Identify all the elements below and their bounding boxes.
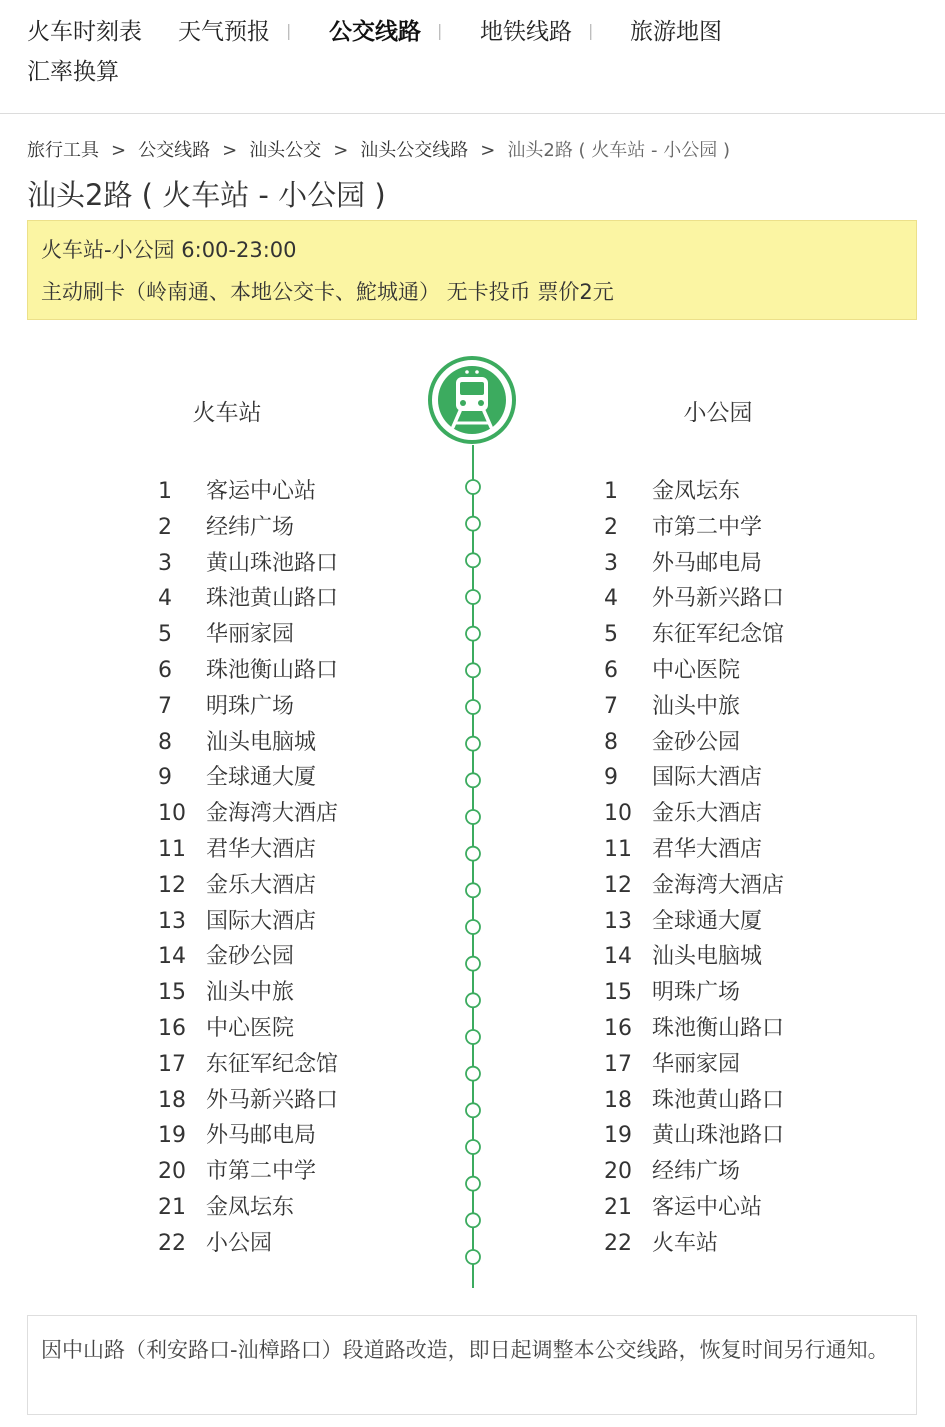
breadcrumb-shantou-bus[interactable]: 汕头公交	[249, 140, 322, 161]
operating-hours: 火车站-小公园 6:00-23:00	[41, 238, 297, 262]
nav-item-weather[interactable]: 天气预报	[178, 19, 270, 45]
stop-name: 市第二中学	[652, 514, 763, 540]
route-line	[460, 445, 486, 1290]
stop-marker	[466, 847, 480, 861]
stop-name: 汕头电脑城	[206, 729, 317, 755]
nav-item-currency-converter[interactable]: 汇率换算	[27, 59, 119, 85]
stop-name: 小公园	[206, 1230, 273, 1256]
stop-number: 5	[158, 622, 172, 648]
stop-number: 12	[158, 872, 186, 898]
stop-number: 13	[158, 908, 186, 934]
stop-name: 珠池黄山路口	[206, 586, 339, 612]
stop-marker	[466, 1067, 480, 1081]
stop-name: 中心医院	[206, 1016, 295, 1041]
stop-number: 20	[158, 1159, 186, 1185]
stop-name: 火车站	[652, 1230, 719, 1256]
page-title: 汕头2路 ( 火车站 - 小公园 )	[27, 178, 386, 212]
fare-info: 主动刷卡（岭南通、本地公交卡、鮀城通） 无卡投币 票价2元	[41, 280, 614, 304]
nav-separator: |	[588, 21, 594, 40]
stop-name: 金乐大酒店	[206, 872, 317, 898]
stop-name: 全球通大厦	[206, 765, 317, 791]
nav-item-travel-map[interactable]: 旅游地图	[630, 19, 722, 45]
stop-name: 汕头中旅	[652, 693, 741, 719]
stop-number: 4	[158, 586, 172, 612]
stop-name: 金凤坛东	[652, 479, 741, 504]
stop-number: 12	[604, 872, 632, 898]
stop-number: 20	[604, 1159, 632, 1185]
stop-number: 18	[604, 1087, 632, 1113]
stop-number: 9	[158, 765, 172, 791]
stop-name: 金海湾大酒店	[652, 872, 785, 898]
stop-name: 汕头中旅	[206, 980, 295, 1006]
stop-name: 金砂公园	[652, 729, 741, 755]
nav-separator: |	[437, 21, 443, 40]
stop-name: 外马新兴路口	[652, 586, 785, 612]
stop-number: 19	[604, 1123, 632, 1149]
stop-marker	[466, 883, 480, 897]
stop-number: 1	[604, 479, 618, 504]
top-nav	[0, 0, 945, 114]
stop-name: 珠池衡山路口	[652, 1016, 785, 1041]
stop-number: 6	[158, 658, 172, 683]
stop-marker	[466, 553, 480, 567]
stop-number: 21	[158, 1195, 186, 1220]
breadcrumb-shantou-bus-lines[interactable]: 汕头公交线路	[360, 140, 469, 161]
stop-marker	[466, 1103, 480, 1117]
stop-name: 经纬广场	[206, 514, 295, 540]
nav-item-metro-lines[interactable]: 地铁线路	[480, 19, 572, 45]
stop-number: 17	[158, 1051, 186, 1077]
stop-number: 19	[158, 1123, 186, 1149]
nav-separator: |	[286, 21, 292, 40]
breadcrumb-bus-lines[interactable]: 公交线路	[138, 140, 211, 161]
stop-name: 明珠广场	[206, 693, 295, 719]
breadcrumb-travel-tools[interactable]: 旅行工具	[27, 140, 99, 161]
stop-number: 14	[158, 944, 186, 970]
stop-number: 11	[158, 837, 186, 862]
stop-marker	[466, 590, 480, 604]
stop-number: 15	[604, 980, 632, 1006]
stop-marker	[466, 1177, 480, 1191]
breadcrumb-separator: >	[480, 140, 496, 161]
stop-number: 5	[604, 622, 618, 648]
stop-marker	[466, 1140, 480, 1154]
stop-number: 3	[158, 550, 172, 576]
direction-title-left: 火车站	[192, 400, 262, 426]
stop-name: 明珠广场	[652, 980, 741, 1006]
stop-name: 金砂公园	[206, 944, 295, 970]
stop-number: 3	[604, 550, 618, 576]
stop-number: 21	[604, 1195, 632, 1220]
train-icon	[427, 355, 517, 445]
stop-name: 客运中心站	[206, 479, 317, 504]
notice-box	[27, 1315, 917, 1415]
stop-name: 全球通大厦	[652, 908, 763, 934]
direction-title-right: 小公园	[683, 400, 753, 426]
stop-name: 珠池衡山路口	[206, 658, 339, 683]
stop-number: 13	[604, 908, 632, 934]
stop-number: 7	[158, 693, 172, 719]
stop-number: 2	[158, 514, 172, 540]
stop-name: 黄山珠池路口	[652, 1123, 785, 1149]
stop-marker	[466, 957, 480, 971]
breadcrumb	[27, 137, 730, 165]
stop-name: 经纬广场	[652, 1159, 741, 1185]
stop-number: 7	[604, 693, 618, 719]
stop-name: 市第二中学	[206, 1159, 317, 1185]
stop-name: 外马邮电局	[652, 550, 763, 576]
stop-name: 君华大酒店	[206, 837, 317, 862]
stop-number: 8	[604, 729, 618, 755]
stop-marker	[466, 920, 480, 934]
stop-number: 22	[604, 1230, 632, 1256]
stop-name: 东征军纪念馆	[206, 1051, 339, 1077]
stop-number: 2	[604, 514, 618, 540]
stop-marker	[466, 1030, 480, 1044]
stop-number: 16	[604, 1016, 632, 1041]
stop-number: 18	[158, 1087, 186, 1113]
stop-number: 17	[604, 1051, 632, 1077]
stop-marker	[466, 810, 480, 824]
stop-name: 华丽家园	[652, 1051, 741, 1077]
stop-marker	[466, 1250, 480, 1264]
stop-name: 黄山珠池路口	[206, 550, 339, 576]
stop-number: 10	[604, 801, 632, 827]
stop-number: 22	[158, 1230, 186, 1256]
stop-marker	[466, 993, 480, 1007]
breadcrumb-separator: >	[333, 140, 349, 161]
stop-marker	[466, 737, 480, 751]
stop-marker	[466, 773, 480, 787]
nav-item-bus-lines[interactable]: 公交线路	[329, 19, 421, 45]
stop-marker	[466, 1213, 480, 1227]
stop-marker	[466, 627, 480, 641]
stop-name: 中心医院	[652, 658, 741, 683]
stop-name: 东征军纪念馆	[652, 622, 785, 648]
stop-number: 1	[158, 479, 172, 504]
stop-marker	[466, 663, 480, 677]
stop-number: 4	[604, 586, 618, 612]
breadcrumb-separator: >	[111, 140, 127, 161]
stop-name: 国际大酒店	[652, 765, 763, 791]
stop-name: 华丽家园	[206, 622, 295, 648]
breadcrumb-current: 汕头2路 ( 火车站 - 小公园 )	[507, 140, 730, 161]
stop-number: 8	[158, 729, 172, 755]
breadcrumb-separator: >	[222, 140, 238, 161]
stop-name: 国际大酒店	[206, 908, 317, 934]
notice-text: 因中山路（利安路口-汕樟路口）段道路改造，即日起调整本公交线路，恢复时间另行通知。	[41, 1338, 889, 1362]
stop-number: 9	[604, 765, 618, 791]
stop-name: 外马邮电局	[206, 1123, 317, 1149]
stop-marker	[466, 480, 480, 494]
nav-item-train-timetable[interactable]: 火车时刻表	[27, 19, 142, 45]
stop-name: 金乐大酒店	[652, 801, 763, 827]
stop-number: 15	[158, 980, 186, 1006]
stop-name: 珠池黄山路口	[652, 1087, 785, 1113]
stop-name: 金海湾大酒店	[206, 801, 339, 827]
stop-number: 14	[604, 944, 632, 970]
stop-number: 16	[158, 1016, 186, 1041]
stop-name: 君华大酒店	[652, 837, 763, 862]
stop-marker	[466, 517, 480, 531]
route-info-box	[27, 220, 917, 320]
stop-name: 汕头电脑城	[652, 944, 763, 970]
stop-name: 金凤坛东	[206, 1195, 295, 1220]
stop-marker	[466, 700, 480, 714]
stop-number: 6	[604, 658, 618, 683]
stop-number: 10	[158, 801, 186, 827]
stop-number: 11	[604, 837, 632, 862]
stop-name: 外马新兴路口	[206, 1087, 339, 1113]
stop-name: 客运中心站	[652, 1195, 763, 1220]
